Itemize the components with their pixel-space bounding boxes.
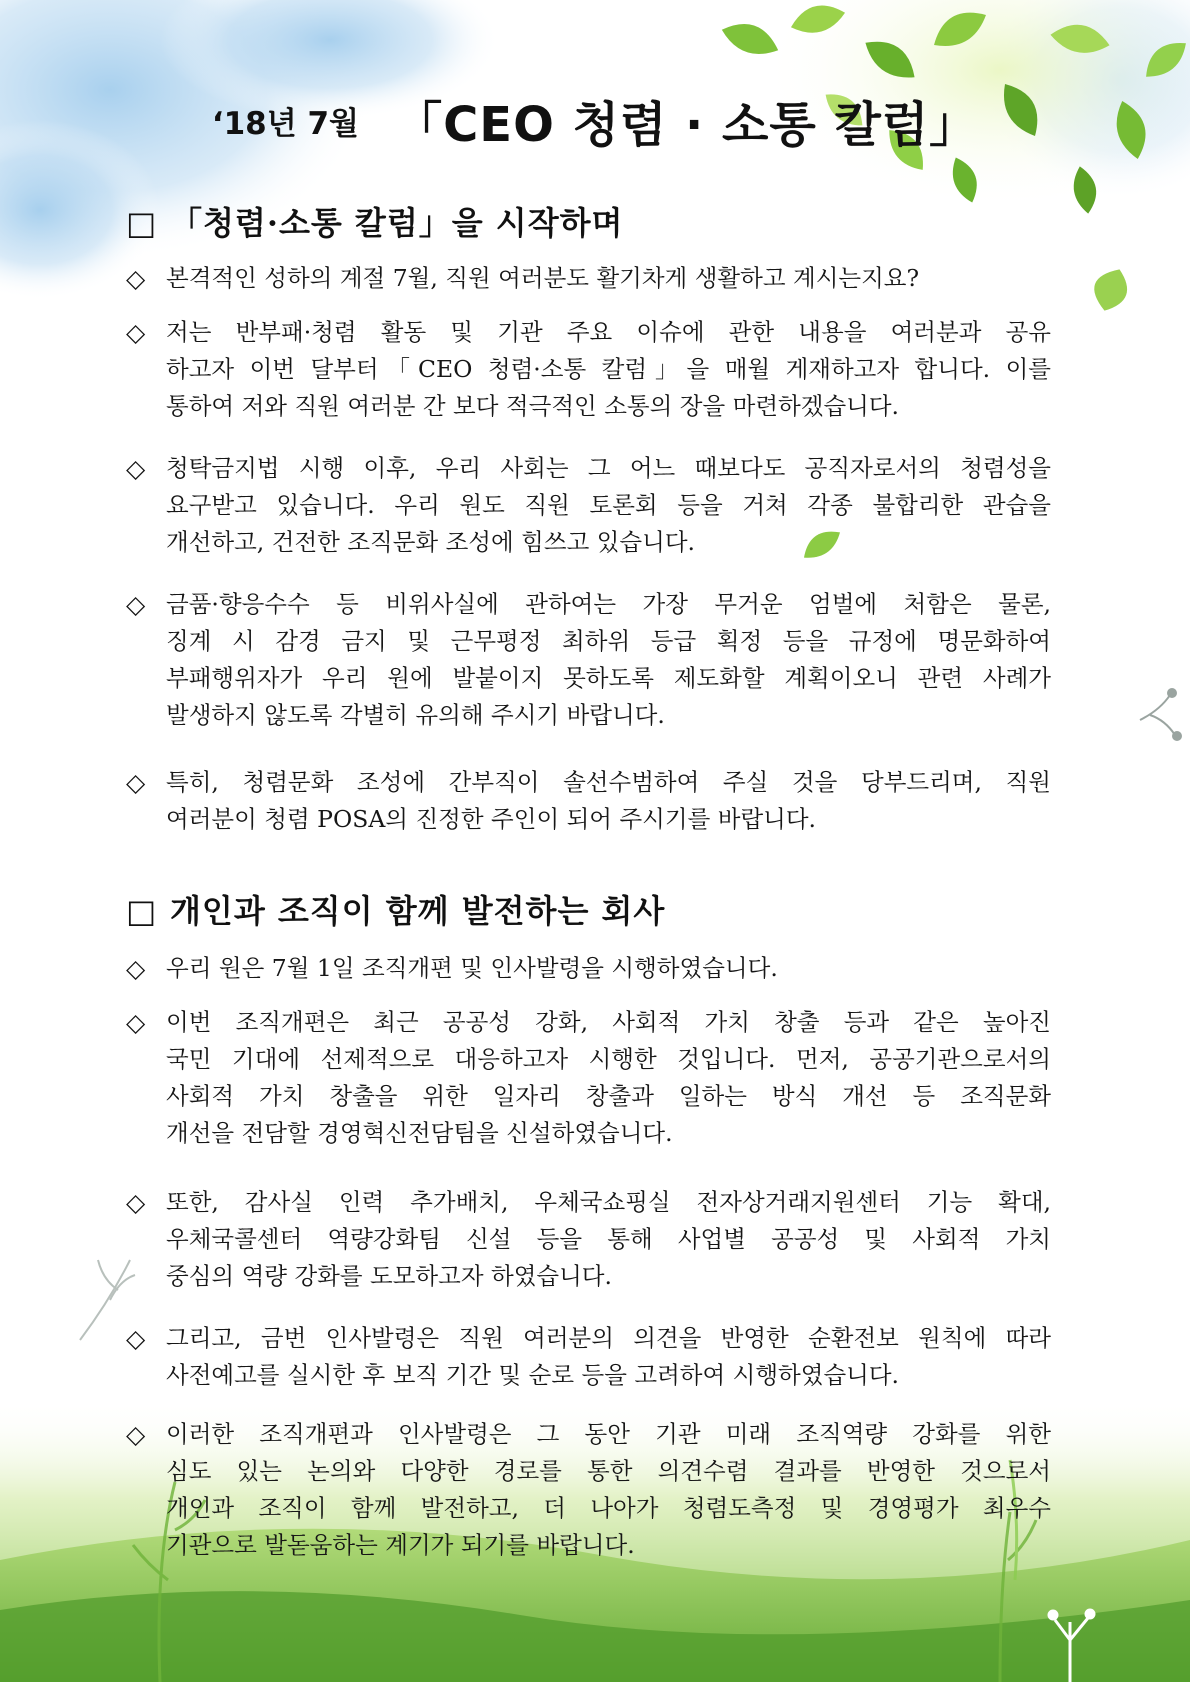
text-line: 또한, 감사실 인력 추가배치, 우체국쇼핑실 전자상거래지원센터 기능 확대, [166, 1188, 1051, 1216]
diamond-bullet-icon: ◇ [126, 1008, 146, 1037]
page-title [0, 86, 1190, 155]
text-line: 청탁금지법 시행 이후, 우리 사회는 그 어느 때보다도 공직자로서의 청렴성을 [166, 454, 1051, 482]
paragraph [126, 450, 1051, 561]
paragraph [126, 950, 1051, 987]
text-line: 이번 조직개편은 최근 공공성 강화, 사회적 가치 창출 등과 같은 높아진 [166, 1008, 1051, 1036]
text-line: 본격적인 성하의 계절 7월, 직원 여러분도 활기차게 생활하고 계시는지요? [166, 264, 920, 292]
diamond-bullet-icon: ◇ [126, 1324, 146, 1353]
paragraph [126, 1416, 1051, 1564]
text-line: 통하여 저와 직원 여러분 간 보다 적극적인 소통의 장을 마련하겠습니다. [166, 392, 900, 420]
text-line: 국민 기대에 선제적으로 대응하고자 시행한 것입니다. 먼저, 공공기관으로서의 [166, 1045, 1051, 1073]
text-line: 부패행위자가 우리 원에 발붙이지 못하도록 제도화할 계획이오니 관련 사례가 [166, 664, 1051, 692]
text-line: 개인과 조직이 함께 발전하고, 더 나아가 청렴도측정 및 경영평가 최우수 [166, 1494, 1051, 1522]
paragraph [126, 1004, 1051, 1152]
text-line: 우리 원은 7월 1일 조직개편 및 인사발령을 시행하였습니다. [166, 954, 778, 982]
text-line: 우체국콜센터 역량강화팀 신설 등을 통해 사업별 공공성 및 사회적 가치 [166, 1225, 1051, 1253]
text-line: 하고자 이번 달부터「CEO 청렴·소통 칼럼」을 매월 게재하고자 합니다. 이를 [166, 355, 1051, 383]
diamond-bullet-icon: ◇ [126, 264, 146, 293]
section-heading-1 [126, 198, 623, 244]
checkbox-square-icon: □ [126, 892, 158, 930]
title-main: 「CEO 청렴 · 소통 칼럼」 [394, 97, 979, 153]
paragraph [126, 314, 1051, 425]
diamond-bullet-icon: ◇ [126, 1188, 146, 1217]
section-heading-2 [126, 886, 665, 932]
text-line: 발생하지 않도록 각별히 유의해 주시기 바랍니다. [166, 701, 665, 729]
diamond-bullet-icon: ◇ [126, 590, 146, 619]
text-line: 개선하고, 건전한 조직문화 조성에 힘쓰고 있습니다. [166, 528, 696, 556]
text-line: 개선을 전담할 경영혁신전담팀을 신설하였습니다. [166, 1119, 673, 1147]
text-line: 요구받고 있습니다. 우리 원도 직원 토론회 등을 거쳐 각종 불합리한 관습을 [166, 491, 1051, 519]
text-line: 금품·향응수수 등 비위사실에 관하여는 가장 무거운 엄벌에 처함은 물론, [166, 590, 1051, 618]
paragraph [126, 764, 1051, 838]
diamond-bullet-icon: ◇ [126, 768, 146, 797]
paragraph [126, 260, 1051, 297]
diamond-bullet-icon: ◇ [126, 1420, 146, 1449]
text-line: 저는 반부패·청렴 활동 및 기관 주요 이슈에 관한 내용을 여러분과 공유 [166, 318, 1052, 346]
text-line: 사회적 가치 창출을 위한 일자리 창출과 일하는 방식 개선 등 조직문화 [166, 1082, 1051, 1110]
paragraph [126, 1184, 1051, 1295]
text-line: 중심의 역량 강화를 도모하고자 하였습니다. [166, 1262, 612, 1290]
paragraph [126, 586, 1051, 734]
text-line: 사전예고를 실시한 후 보직 기간 및 순로 등을 고려하여 시행하였습니다. [166, 1361, 900, 1389]
text-line: 징계 시 감경 금지 및 근무평정 최하위 등급 획정 등을 규정에 명문화하여 [166, 627, 1051, 655]
checkbox-square-icon: □ [126, 204, 158, 242]
section-heading-text: 개인과 조직이 함께 발전하는 회사 [170, 892, 666, 930]
text-line: 여러분이 청렴 POSA의 진정한 주인이 되어 주시기를 바랍니다. [166, 805, 817, 833]
diamond-bullet-icon: ◇ [126, 454, 146, 483]
text-line: 심도 있는 논의와 다양한 경로를 통한 의견수렴 결과를 반영한 것으로서 [166, 1457, 1051, 1485]
diamond-bullet-icon: ◇ [126, 318, 146, 347]
text-line: 그리고, 금번 인사발령은 직원 여러분의 의견을 반영한 순환전보 원칙에 따라 [166, 1324, 1051, 1352]
text-line: 특히, 청렴문화 조성에 간부직이 솔선수범하여 주실 것을 당부드리며, 직원 [166, 768, 1051, 796]
diamond-bullet-icon: ◇ [126, 954, 146, 983]
text-line: 기관으로 발돋움하는 계기가 되기를 바랍니다. [166, 1531, 635, 1559]
paragraph [126, 1320, 1051, 1394]
text-line: 이러한 조직개편과 인사발령은 그 동안 기관 미래 조직역량 강화를 위한 [166, 1420, 1051, 1448]
section-heading-text: 「청렴·소통 칼럼」을 시작하며 [170, 204, 624, 242]
title-date: ‘18년 7월 [211, 106, 359, 142]
